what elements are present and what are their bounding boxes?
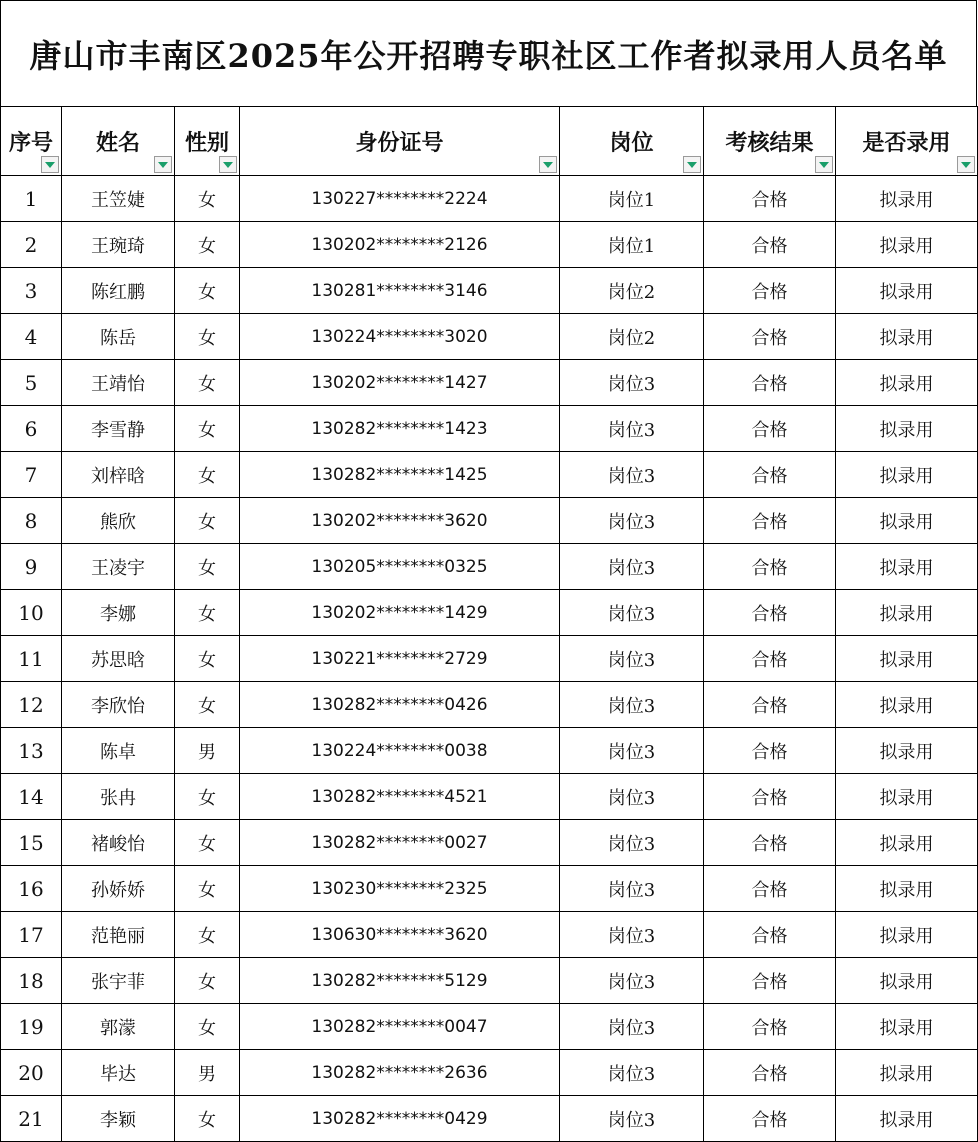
cell-index: 19 — [1, 1004, 62, 1050]
cell-position: 岗位3 — [560, 1096, 704, 1142]
cell-hired: 拟录用 — [836, 636, 978, 682]
cell-name: 陈卓 — [62, 728, 175, 774]
cell-hired: 拟录用 — [836, 452, 978, 498]
header-index: 序号 — [1, 107, 62, 176]
cell-hired: 拟录用 — [836, 268, 978, 314]
cell-id-number: 130282********5129 — [240, 958, 560, 1004]
cell-id-number: 130224********0038 — [240, 728, 560, 774]
cell-name: 陈红鹏 — [62, 268, 175, 314]
cell-position: 岗位2 — [560, 314, 704, 360]
cell-id-number: 130202********3620 — [240, 498, 560, 544]
cell-id-number: 130282********2636 — [240, 1050, 560, 1096]
page-title: 唐山市丰南区2025年公开招聘专职社区工作者拟录用人员名单 — [29, 36, 948, 75]
cell-position: 岗位3 — [560, 774, 704, 820]
table-row — [1, 176, 978, 222]
cell-gender: 女 — [175, 498, 240, 544]
header-id-number: 身份证号 — [240, 107, 560, 176]
filter-dropdown-icon[interactable] — [683, 156, 701, 173]
cell-result: 合格 — [704, 1050, 836, 1096]
cell-result: 合格 — [704, 268, 836, 314]
cell-index: 1 — [1, 176, 62, 222]
cell-id-number: 130282********0429 — [240, 1096, 560, 1142]
cell-gender: 女 — [175, 452, 240, 498]
table-row — [1, 728, 978, 774]
cell-position: 岗位2 — [560, 268, 704, 314]
cell-name: 李颖 — [62, 1096, 175, 1142]
cell-name: 李雪静 — [62, 406, 175, 452]
cell-hired: 拟录用 — [836, 682, 978, 728]
cell-position: 岗位3 — [560, 590, 704, 636]
cell-index: 13 — [1, 728, 62, 774]
cell-hired: 拟录用 — [836, 866, 978, 912]
cell-id-number: 130227********2224 — [240, 176, 560, 222]
cell-id-number: 130282********0047 — [240, 1004, 560, 1050]
cell-id-number: 130205********0325 — [240, 544, 560, 590]
table-row — [1, 820, 978, 866]
cell-name: 王笠婕 — [62, 176, 175, 222]
table-row — [1, 1050, 978, 1096]
filter-dropdown-icon[interactable] — [154, 156, 172, 173]
cell-index: 9 — [1, 544, 62, 590]
cell-gender: 女 — [175, 406, 240, 452]
cell-result: 合格 — [704, 866, 836, 912]
cell-result: 合格 — [704, 728, 836, 774]
cell-gender: 女 — [175, 222, 240, 268]
filter-dropdown-icon[interactable] — [219, 156, 237, 173]
cell-gender: 女 — [175, 912, 240, 958]
cell-index: 2 — [1, 222, 62, 268]
cell-id-number: 130202********1429 — [240, 590, 560, 636]
cell-index: 8 — [1, 498, 62, 544]
cell-index: 5 — [1, 360, 62, 406]
cell-name: 张冉 — [62, 774, 175, 820]
cell-hired: 拟录用 — [836, 1050, 978, 1096]
cell-index: 20 — [1, 1050, 62, 1096]
applicant-table — [0, 106, 978, 1142]
cell-hired: 拟录用 — [836, 360, 978, 406]
cell-index: 6 — [1, 406, 62, 452]
table-row — [1, 636, 978, 682]
cell-index: 10 — [1, 590, 62, 636]
cell-result: 合格 — [704, 774, 836, 820]
title-box — [0, 0, 977, 106]
cell-id-number: 130202********2126 — [240, 222, 560, 268]
cell-hired: 拟录用 — [836, 544, 978, 590]
cell-gender: 女 — [175, 268, 240, 314]
cell-gender: 女 — [175, 314, 240, 360]
cell-gender: 女 — [175, 820, 240, 866]
cell-position: 岗位3 — [560, 728, 704, 774]
table-row — [1, 222, 978, 268]
header-position: 岗位 — [560, 107, 704, 176]
cell-result: 合格 — [704, 1096, 836, 1142]
cell-index: 14 — [1, 774, 62, 820]
cell-name: 郭濛 — [62, 1004, 175, 1050]
cell-index: 11 — [1, 636, 62, 682]
cell-hired: 拟录用 — [836, 728, 978, 774]
cell-name: 王靖怡 — [62, 360, 175, 406]
table-row — [1, 912, 978, 958]
cell-position: 岗位3 — [560, 406, 704, 452]
cell-gender: 女 — [175, 1004, 240, 1050]
cell-hired: 拟录用 — [836, 498, 978, 544]
cell-name: 李娜 — [62, 590, 175, 636]
cell-index: 16 — [1, 866, 62, 912]
cell-position: 岗位1 — [560, 222, 704, 268]
cell-gender: 女 — [175, 866, 240, 912]
table-row — [1, 406, 978, 452]
table-row — [1, 590, 978, 636]
table-row — [1, 866, 978, 912]
cell-result: 合格 — [704, 958, 836, 1004]
cell-name: 陈岳 — [62, 314, 175, 360]
cell-position: 岗位3 — [560, 958, 704, 1004]
cell-position: 岗位1 — [560, 176, 704, 222]
cell-id-number: 130282********4521 — [240, 774, 560, 820]
cell-position: 岗位3 — [560, 360, 704, 406]
cell-index: 12 — [1, 682, 62, 728]
cell-result: 合格 — [704, 222, 836, 268]
cell-hired: 拟录用 — [836, 314, 978, 360]
cell-gender: 女 — [175, 590, 240, 636]
cell-result: 合格 — [704, 1004, 836, 1050]
header-result: 考核结果 — [704, 107, 836, 176]
cell-hired: 拟录用 — [836, 1004, 978, 1050]
cell-result: 合格 — [704, 176, 836, 222]
cell-id-number: 130282********0027 — [240, 820, 560, 866]
cell-position: 岗位3 — [560, 544, 704, 590]
cell-result: 合格 — [704, 912, 836, 958]
cell-result: 合格 — [704, 360, 836, 406]
cell-index: 7 — [1, 452, 62, 498]
cell-id-number: 130282********0426 — [240, 682, 560, 728]
cell-position: 岗位3 — [560, 682, 704, 728]
cell-gender: 女 — [175, 176, 240, 222]
cell-id-number: 130230********2325 — [240, 866, 560, 912]
cell-position: 岗位3 — [560, 452, 704, 498]
header-gender: 性别 — [175, 107, 240, 176]
cell-id-number: 130281********3146 — [240, 268, 560, 314]
cell-id-number: 130224********3020 — [240, 314, 560, 360]
cell-hired: 拟录用 — [836, 406, 978, 452]
cell-gender: 女 — [175, 636, 240, 682]
filter-dropdown-icon[interactable] — [957, 156, 975, 173]
table-row — [1, 682, 978, 728]
cell-gender: 女 — [175, 1096, 240, 1142]
table-body — [1, 176, 978, 1142]
filter-dropdown-icon[interactable] — [41, 156, 59, 173]
header-row — [1, 107, 978, 176]
filter-dropdown-icon[interactable] — [539, 156, 557, 173]
cell-name: 苏思晗 — [62, 636, 175, 682]
cell-id-number: 130221********2729 — [240, 636, 560, 682]
cell-index: 17 — [1, 912, 62, 958]
cell-name: 李欣怡 — [62, 682, 175, 728]
cell-result: 合格 — [704, 682, 836, 728]
cell-result: 合格 — [704, 452, 836, 498]
cell-result: 合格 — [704, 544, 836, 590]
cell-name: 褚峻怡 — [62, 820, 175, 866]
cell-position: 岗位3 — [560, 1050, 704, 1096]
cell-name: 王凌宇 — [62, 544, 175, 590]
table-row — [1, 1004, 978, 1050]
cell-id-number: 130202********1427 — [240, 360, 560, 406]
cell-hired: 拟录用 — [836, 222, 978, 268]
cell-index: 4 — [1, 314, 62, 360]
cell-hired: 拟录用 — [836, 912, 978, 958]
header-name: 姓名 — [62, 107, 175, 176]
cell-hired: 拟录用 — [836, 958, 978, 1004]
cell-gender: 女 — [175, 544, 240, 590]
table-row — [1, 958, 978, 1004]
cell-name: 张宇菲 — [62, 958, 175, 1004]
table-row — [1, 774, 978, 820]
cell-index: 3 — [1, 268, 62, 314]
cell-position: 岗位3 — [560, 866, 704, 912]
cell-index: 15 — [1, 820, 62, 866]
cell-id-number: 130630********3620 — [240, 912, 560, 958]
cell-hired: 拟录用 — [836, 1096, 978, 1142]
cell-hired: 拟录用 — [836, 590, 978, 636]
table-row — [1, 268, 978, 314]
table-row — [1, 360, 978, 406]
cell-position: 岗位3 — [560, 912, 704, 958]
cell-gender: 女 — [175, 958, 240, 1004]
cell-gender: 男 — [175, 728, 240, 774]
header-hired: 是否录用 — [836, 107, 978, 176]
filter-dropdown-icon[interactable] — [815, 156, 833, 173]
cell-gender: 女 — [175, 360, 240, 406]
cell-name: 刘梓晗 — [62, 452, 175, 498]
cell-index: 18 — [1, 958, 62, 1004]
table-row — [1, 452, 978, 498]
cell-name: 王琬琦 — [62, 222, 175, 268]
cell-result: 合格 — [704, 590, 836, 636]
cell-gender: 女 — [175, 774, 240, 820]
cell-result: 合格 — [704, 498, 836, 544]
cell-id-number: 130282********1425 — [240, 452, 560, 498]
cell-name: 范艳丽 — [62, 912, 175, 958]
cell-position: 岗位3 — [560, 636, 704, 682]
cell-gender: 女 — [175, 682, 240, 728]
cell-hired: 拟录用 — [836, 774, 978, 820]
cell-hired: 拟录用 — [836, 820, 978, 866]
cell-id-number: 130282********1423 — [240, 406, 560, 452]
cell-name: 毕达 — [62, 1050, 175, 1096]
cell-name: 孙娇娇 — [62, 866, 175, 912]
table-row — [1, 314, 978, 360]
cell-result: 合格 — [704, 406, 836, 452]
cell-index: 21 — [1, 1096, 62, 1142]
cell-result: 合格 — [704, 636, 836, 682]
table-row — [1, 1096, 978, 1142]
cell-result: 合格 — [704, 820, 836, 866]
cell-gender: 男 — [175, 1050, 240, 1096]
cell-position: 岗位3 — [560, 498, 704, 544]
cell-result: 合格 — [704, 314, 836, 360]
table-row — [1, 544, 978, 590]
table-row — [1, 498, 978, 544]
cell-position: 岗位3 — [560, 1004, 704, 1050]
cell-name: 熊欣 — [62, 498, 175, 544]
cell-position: 岗位3 — [560, 820, 704, 866]
cell-hired: 拟录用 — [836, 176, 978, 222]
